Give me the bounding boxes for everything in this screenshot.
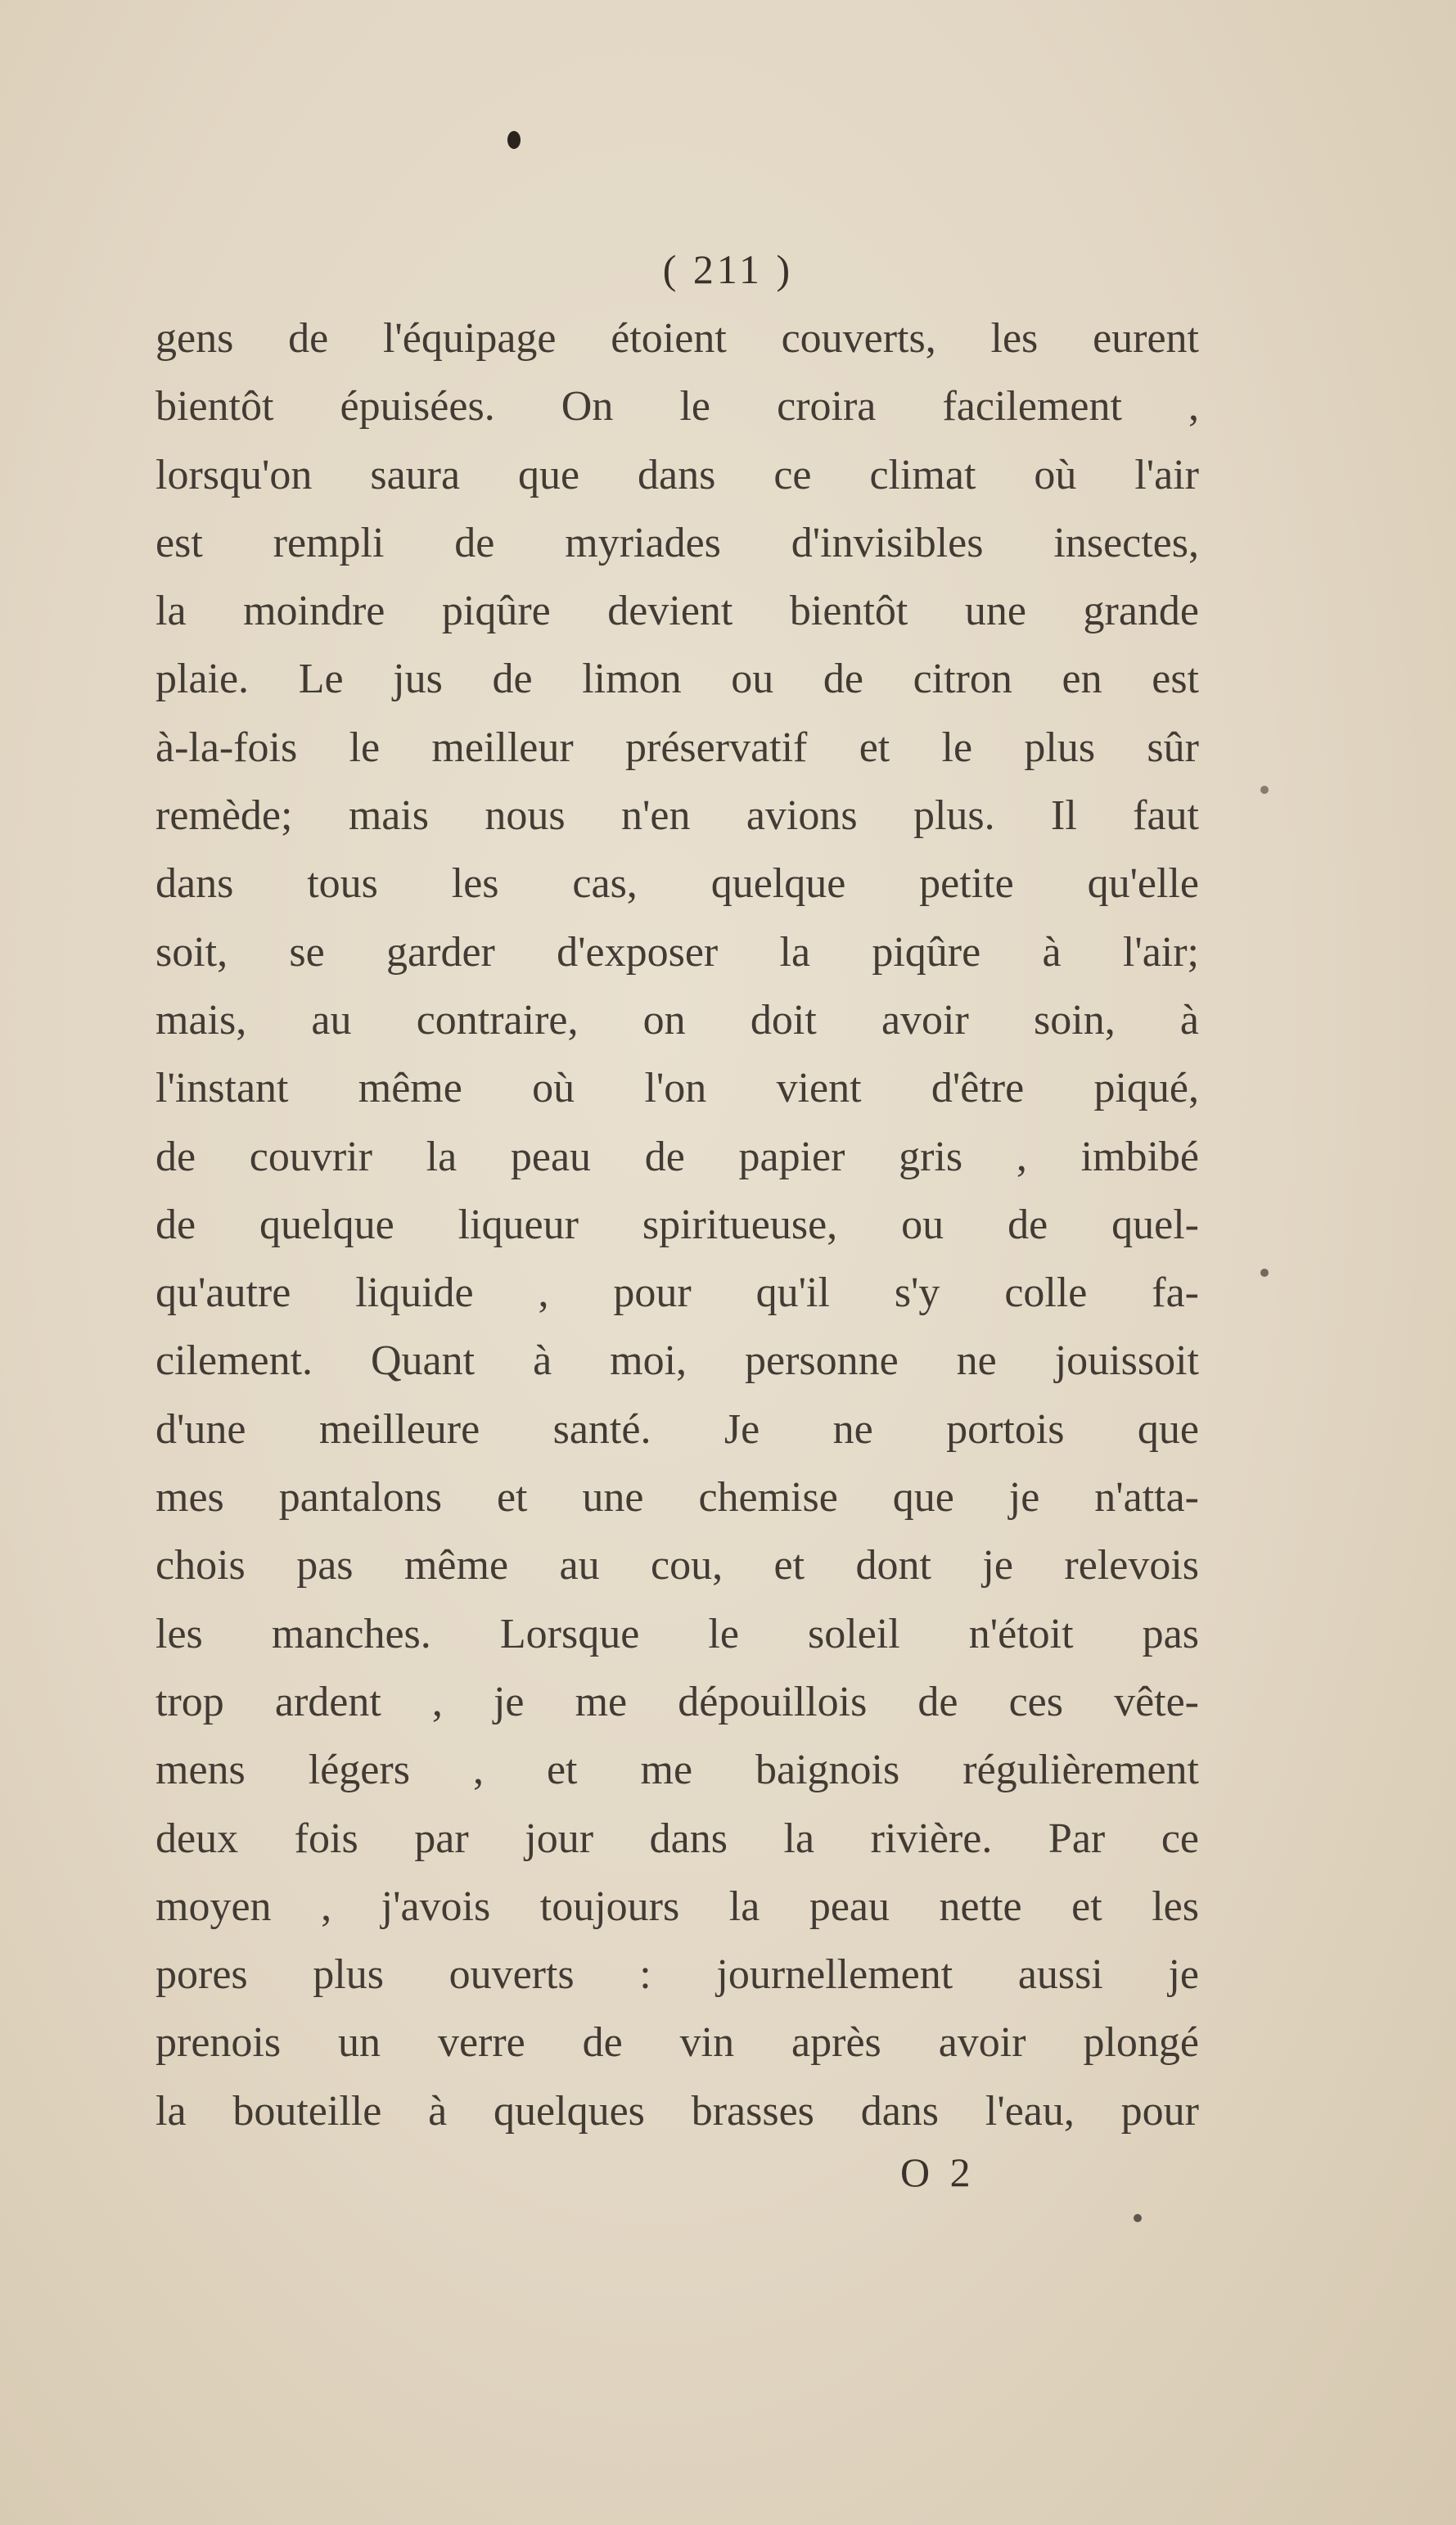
text-line: d'une meilleure santé. Je ne portois que	[156, 1405, 1199, 1453]
text-line: soit, se garder d'exposer la piqûre à l'air;	[156, 928, 1199, 976]
text-line: bientôt épuisées. On le croira facilement ,	[156, 383, 1199, 431]
text-line: pores plus ouverts : journellement aussi je	[156, 1951, 1199, 1999]
text-line: les manches. Lorsque le soleil n'étoit pas	[156, 1610, 1199, 1657]
ink-spot	[1260, 786, 1269, 794]
text-line: deux fois par jour dans la rivière. Par ce	[156, 1815, 1199, 1862]
page-number: ( 211 )	[662, 246, 794, 292]
ink-spot	[507, 131, 521, 149]
text-line: trop ardent , je me dépouillois de ces vête-	[156, 1678, 1199, 1725]
text-line: lorsqu'on saura que dans ce climat où l'air	[156, 451, 1199, 498]
ink-spot	[1134, 2214, 1142, 2222]
text-line: prenois un verre de vin après avoir plongé	[156, 2019, 1199, 2067]
signature-mark: O 2	[900, 2149, 976, 2195]
text-line: mens légers , et me baignois régulièrement	[156, 1747, 1199, 1794]
text-line: est rempli de myriades d'invisibles insectes,	[156, 519, 1199, 566]
text-line: qu'autre liquide , pour qu'il s'y colle fa-	[156, 1269, 1199, 1317]
text-line: à-la-fois le meilleur préservatif et le plus sûr	[156, 724, 1199, 771]
text-line: gens de l'équipage étoient couverts, les eurent	[156, 315, 1199, 362]
text-line: remède; mais nous n'en avions plus. Il faut	[156, 792, 1199, 840]
text-line: mes pantalons et une chemise que je n'atta-	[156, 1474, 1199, 1522]
body-text	[156, 304, 1199, 2145]
text-line: chois pas même au cou, et dont je relevois	[156, 1542, 1199, 1589]
ink-spot	[1260, 1269, 1269, 1277]
text-line: l'instant même où l'on vient d'être piqué,	[156, 1065, 1199, 1112]
text-line: la moindre piqûre devient bientôt une grande	[156, 588, 1199, 635]
text-line: plaie. Le jus de limon ou de citron en est	[156, 656, 1199, 703]
text-line: cilement. Quant à moi, personne ne jouissoit	[156, 1337, 1199, 1385]
text-line: la bouteille à quelques brasses dans l'eau, pour	[156, 2087, 1199, 2135]
text-line: de quelque liqueur spiritueuse, ou de quel-	[156, 1201, 1199, 1248]
text-line: de couvrir la peau de papier gris , imbibé	[156, 1133, 1199, 1180]
text-line: dans tous les cas, quelque petite qu'elle	[156, 860, 1199, 908]
text-line: moyen , j'avois toujours la peau nette et les	[156, 1882, 1199, 1930]
text-line: mais, au contraire, on doit avoir soin, à	[156, 996, 1199, 1044]
